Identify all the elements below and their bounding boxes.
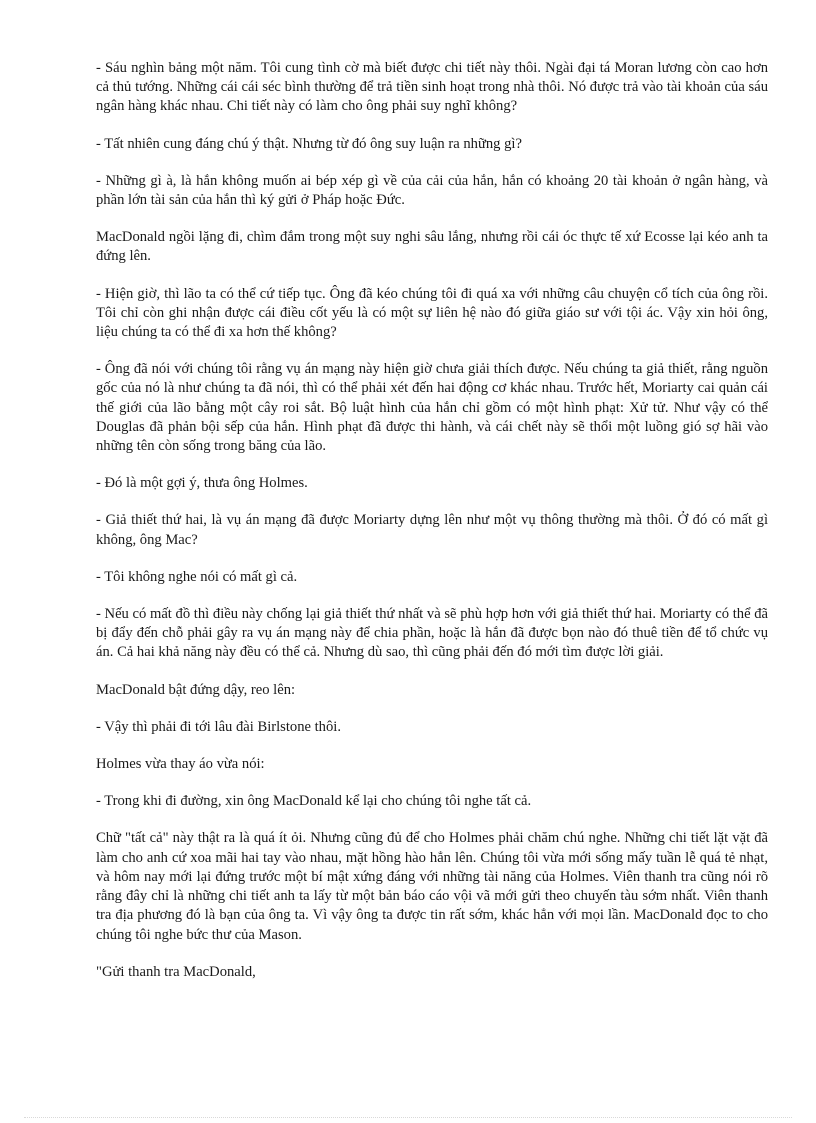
paragraph: - Ông đã nói với chúng tôi rằng vụ án mạng này hiện giờ chưa giải thích được. Nếu chúng ta giả thiết, rằng nguồn gốc của nó là như chúng ta đã nói, thì có thể phải xét đến hai động cơ khác nhau. Trước hết, Moriarty cai quản cái thế giới của lão bằng một cây roi sắt. Bộ luật hình của hắn chỉ gồm có một hình phạt: Xử tử. Như vậy có thể Douglas đã phản bội sếp của hắn. Hình phạt đã được thi hành, và cái chết này sẽ thổi một luồng gió sợ hãi vào những tên còn sống trong băng của lão. xyxy=(96,361,768,455)
paragraph: - Hiện giờ, thì lão ta có thể cứ tiếp tục. Ông đã kéo chúng tôi đi quá xa với những câu chuyện cổ tích của ông rồi. Tôi chỉ còn ghi nhận được cái điều cốt yếu là có một sự liên hệ nào đó giữa giáo sư với tội ác. Vậy xin hỏi ông, liệu chúng ta có thể đi xa hơn thế không? xyxy=(96,285,768,341)
paragraph: - Đó là một gợi ý, thưa ông Holmes. xyxy=(96,475,308,492)
paragraph: - Những gì à, là hắn không muốn ai bép xép gì về của cải của hắn, hắn có khoảng 20 tài khoản ở ngân hàng, và phần lớn tài sản của hắn thì ký gửi ở Pháp hoặc Đức. xyxy=(96,172,768,209)
paragraph: - Trong khi đi đường, xin ông MacDonald kể lại cho chúng tôi nghe tất cả. xyxy=(96,793,532,810)
paragraph: - Sáu nghìn bảng một năm. Tôi cung tình cờ mà biết được chi tiết này thôi. Ngài đại tá Moran lương còn cao hơn cả thủ tướng. Những cái cái séc bình thường để trả tiền sinh hoạt trong nhà thôi. Nó được trả vào tài khoản của sáu ngân hàng khác nhau. Chi tiết này có làm cho ông phải suy nghĩ không? xyxy=(96,60,768,115)
paragraph: MacDonald bật đứng dậy, reo lên: xyxy=(96,681,296,698)
paragraph: - Nếu có mất đồ thì điều này chống lại giả thiết thứ nhất và sẽ phù hợp hơn với giả thiết thứ hai. Moriarty có thể đã bị đẩy đến chỗ phải gây ra vụ án mạng này để chia phần, hoặc là hắn đã được bọn nào đó thuê tiền để tổ chức vụ án. Cả hai khả năng này đều có thể cả. Nhưng dù sao, thì cũng phải đến đó mới tìm được lời giải. xyxy=(96,606,768,661)
paragraph: - Vậy thì phải đi tới lâu đài Birlstone thôi. xyxy=(96,718,341,735)
page-bottom-divider xyxy=(24,1117,792,1118)
document-page xyxy=(96,59,768,1000)
paragraph: - Giả thiết thứ hai, là vụ án mạng đã được Moriarty dựng lên như một vụ thông thường mà thôi. Ở đó có mất gì không, ông Mac? xyxy=(96,512,768,548)
paragraph: - Tất nhiên cung đáng chú ý thật. Nhưng từ đó ông suy luận ra những gì? xyxy=(96,135,522,152)
paragraph: Chữ "tất cả" này thật ra là quá ít ỏi. Nhưng cũng đủ để cho Holmes phải chăm chú nghe. Những chi tiết lặt vặt đã làm cho anh cứ xoa mãi hai tay vào nhau, mặt hồng hào hẳn lên. Chúng tôi vừa mới sống mấy tuần lễ quá tẻ nhạt, và hôm nay mới lại đứng trước một bí mật xứng đáng với những tài năng của Holmes. Viên thanh tra cũng nói rõ rằng đây chỉ là những chi tiết anh ta lấy từ một bản báo cáo vội vã mới gửi theo chuyến tàu sớm nhất. Viên thanh tra địa phương đó là bạn của ông ta. Vì vậy ông ta được tin rất sớm, khác hẳn với mọi lần. MacDonald đọc to cho chúng tôi nghe bức thư của Mason. xyxy=(96,830,768,943)
paragraph: "Gửi thanh tra MacDonald, xyxy=(96,963,256,980)
paragraph: MacDonald ngồi lặng đi, chìm đắm trong một suy nghi sâu lắng, nhưng rồi cái óc thực tế xứ Ecosse lại kéo anh ta đứng lên. xyxy=(96,229,768,265)
paragraph: Holmes vừa thay áo vừa nói: xyxy=(96,756,265,773)
paragraph: - Tôi không nghe nói có mất gì cả. xyxy=(96,568,298,585)
